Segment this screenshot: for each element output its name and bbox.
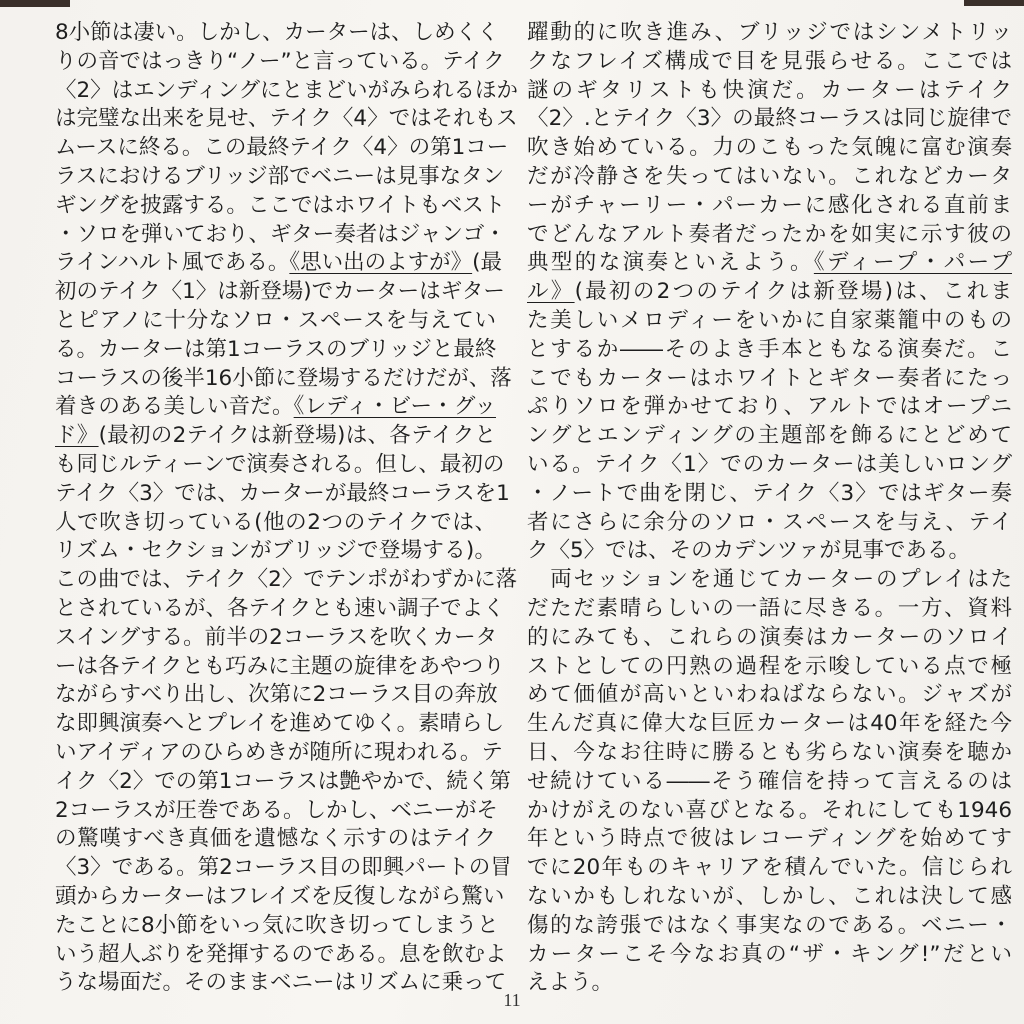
text-line	[55, 248, 503, 277]
text-line: ムースに終る。この最終テイク〈4〉の第1コー	[55, 135, 509, 161]
text-line: かけがえのない喜びとなる。それにしても1946	[527, 797, 1012, 823]
text-segment: (最	[472, 250, 503, 276]
text-line: 傷的な誇張ではなく事実なのである。ベニー・	[527, 912, 1012, 938]
text-line: いる。テイク〈1〉でのカーターは美しいロング	[527, 452, 1012, 477]
text-line: 〈2〉はエンディングにとまどいがみられるほか	[55, 77, 519, 103]
text-line: クなフレイズ構成で目を見張らせる。ここでは	[527, 48, 1012, 74]
text-line: えよう。	[527, 970, 614, 996]
text-line: 〈3〉である。第2コーラス目の即興パートの冒	[55, 855, 512, 881]
text-line: ーは各テイクとも巧みに主題の旋律をあやつり	[55, 653, 505, 679]
text-segment: (最初の2テイクは新登場)は、各テイクと	[98, 423, 496, 449]
text-segment: 着きのある美しい音だ。	[55, 394, 294, 420]
text-line: は完璧な出来を見せ、テイク〈4〉ではそれもス	[55, 106, 518, 132]
text-line: だが冷静さを失ってはいない。これなどカータ	[527, 164, 1012, 189]
text-segment: ラインハルト風である。	[55, 250, 290, 276]
text-line	[55, 392, 496, 421]
text-line: も同じルティーンで演奏される。但し、最初の	[55, 452, 505, 477]
text-line: な即興演奏へとプレイを進めてゆく。素晴らし	[55, 711, 505, 737]
text-line: とするか――そのよき手本ともなる演奏だ。こ	[527, 336, 1012, 362]
song-title: 《ディープ・パープ	[813, 250, 1012, 276]
text-line: 8小節は凄い。しかし、カーターは、しめくく	[55, 20, 499, 45]
page-edge-shadow	[0, 0, 70, 7]
text-line: だただ素晴らしいの一語に尽きる。一方、資料	[527, 596, 1012, 621]
text-line: ないかもしれないが、しかし、これは決して感	[527, 884, 1012, 909]
text-line: とピアノに十分なソロ・スペースを与えてい	[55, 308, 496, 333]
text-line: ングとエンディングの主題部を飾るにとどめて	[527, 423, 1012, 449]
text-line: スイングする。前半の2コーラスを吹くカータ	[55, 624, 498, 650]
text-line: この曲では、テイク〈2〉でテンポがわずかに落	[55, 567, 518, 593]
text-line	[527, 248, 1012, 277]
text-line: 躍動的に吹き進み、ブリッジではシンメトリッ	[527, 20, 1012, 45]
text-line: うな場面だ。そのままベニーはリズムに乗って	[55, 970, 507, 996]
text-line: ーがチャーリー・パーカーに感化される直前ま	[527, 192, 1012, 218]
text-line: いアイディアのひらめきが随所に現われる。テ	[55, 740, 503, 765]
text-line: めて価値が高いといわねばならない。ジャズが	[527, 682, 1012, 708]
text-line: る。カーターは第1コーラスのブリッジと最終	[55, 336, 497, 362]
text-line: 人で吹き切っている(他の2つのテイクでは、	[55, 509, 496, 535]
text-line: 年という時点で彼はレコーディングを始めてす	[527, 826, 1012, 852]
text-line: 頭からカーターはフレイズを反復しながら驚い	[55, 884, 505, 909]
text-line: 謎のギタリストも快演だ。カーターはテイク	[527, 77, 1012, 103]
text-line: 的にみても、これらの演奏はカーターのソロイ	[527, 624, 1012, 650]
text-line: テイク〈3〉では、カーターが最終コーラスを1	[55, 480, 510, 506]
text-line: 2コーラスが圧巻である。しかし、ベニーがそ	[55, 797, 499, 823]
text-line: ク〈5〉では、そのカデンツァが見事である。	[527, 538, 971, 564]
text-line: 生んだ真に偉大な巨匠カーターは40年を経た今	[527, 711, 1012, 737]
text-segment: 典型的な演奏といえよう。	[527, 250, 814, 276]
text-line: りの音ではっきり“ノー”と言っている。テイク	[55, 48, 505, 74]
text-line: とされているが、各テイクとも速い調子でよく	[55, 596, 505, 621]
text-line: リズム・セクションがブリッジで登場する)。	[55, 538, 496, 564]
song-title: ド》	[55, 423, 99, 449]
text-line: ぷりソロを弾かせており、アルトではオープニ	[527, 394, 1012, 420]
song-title: 《レディ・ビー・グッ	[293, 394, 496, 420]
text-line: せ続けている――そう確信を持って言えるのは	[527, 768, 1012, 794]
page-number: 11	[503, 990, 521, 1010]
text-line: 〈2〉.とテイク〈3〉の最終コーラスは同じ旋律で	[527, 106, 1012, 132]
text-line: たことに8小節をいっ気に吹き切ってしまうと	[55, 912, 499, 938]
text-line: ギングを披露する。ここではホワイトもベスト	[55, 192, 506, 218]
text-line: た美しいメロディーをいかに自家薬籠中のもの	[527, 308, 1012, 333]
text-line: 両セッションを通じてカーターのプレイはた	[527, 567, 1012, 593]
text-line: の驚嘆すべき真価を遺憾なく示すのはテイク	[55, 826, 496, 852]
text-line: コーラスの後半16小節に登場するだけだが、落	[55, 365, 512, 391]
page-edge-shadow	[964, 0, 1024, 6]
text-segment: (最初の2つのテイクは新登場)は、これま	[574, 279, 1012, 305]
text-line: ・ソロを弾いており、ギター奏者はジャンゴ・	[55, 221, 506, 247]
text-line: いう超人ぶりを発揮するのである。息を飲むよ	[55, 941, 507, 967]
text-line: ストとしての円熟の過程を示唆している点で極	[527, 653, 1012, 679]
text-line: こでもカーターはホワイトとギター奏者にたっ	[527, 365, 1012, 391]
text-line	[527, 277, 1012, 306]
text-line: でどんなアルト奏者だったかを如実に示す彼の	[527, 221, 1012, 247]
text-line: イク〈2〉での第1コーラスは艶やかで、続く第	[55, 768, 511, 794]
text-line: ながらすべり出し、次第に2コーラス目の奔放	[55, 682, 498, 708]
text-line: ラスにおけるブリッジ部でベニーは見事なタン	[55, 164, 505, 189]
song-title: ル》	[527, 279, 575, 305]
text-line	[55, 421, 496, 450]
text-line: 吹き始めている。力のこもった気魄に富む演奏	[527, 135, 1012, 161]
text-line: 者にさらに余分のソロ・スペースを与え、テイ	[527, 509, 1012, 535]
text-line: 初のテイク〈1〉は新登場)でカーターはギター	[55, 279, 505, 305]
text-line: カーターこそ今なお真の“ザ・キング!”だとい	[527, 941, 1012, 967]
song-title: 《思い出のよすが》	[289, 250, 473, 276]
text-line: でに20年ものキャリアを積んでいた。信じられ	[527, 855, 1012, 881]
text-line: 日、今なお往時に勝るとも劣らない演奏を聴か	[527, 740, 1012, 765]
text-line: ・ノートで曲を閉じ、テイク〈3〉ではギター奏	[527, 480, 1012, 506]
